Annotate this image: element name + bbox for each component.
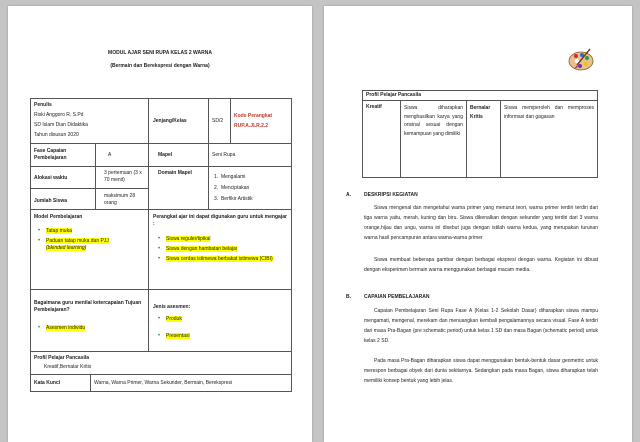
jenjang-label: Jenjang/Kelas [153, 118, 187, 124]
module-subtitle: (Bermain dan Berekspresi dengan Warna) [110, 63, 210, 69]
perangkat-item-3: • Siswa cerdas istimewa berbakat istimewa (CIBI) [158, 256, 288, 263]
jumlah-label: Jumlah Siswa [34, 198, 68, 204]
domain-item-1: 1. Mengalami [214, 174, 246, 180]
penulis-name: Riski Anggoro R, S.Pd [34, 112, 84, 118]
section-b-letter: B. [346, 294, 351, 300]
alokasi-label: Alokasi waktu [34, 175, 68, 181]
perangkat-list [158, 236, 288, 266]
penulis-label: Penulis [34, 102, 52, 108]
section-b-paragraph-1: Capaian Pembelajaran Seni Rupa Fase A (Kelas 1-2 Sekolah Dasar) diharapkan siswa mampu mengamati, mengenal, merekam dan menuangkan kembali pengalamannya secara visual. Fase A terdiri dari masa Pra-Bagan (pre schematic period) untuk kelas 1 SD dan masa Bagan (schematic period) untuk kelas 2 SD. [364, 308, 598, 344]
document-page-right [324, 6, 632, 442]
jenis-label: Jenis asesmen: [153, 304, 191, 310]
bagaimana-list [38, 325, 144, 335]
paint-palette-logo [568, 46, 596, 74]
module-title: MODUL AJAR SENI RUPA KELAS 2 WARNA [108, 50, 212, 56]
jenis-list [158, 316, 288, 343]
document-page-left [8, 6, 312, 442]
perangkat-item-2: • Siswa dengan hambatan belajar [158, 246, 288, 253]
perangkat-label: Perangkat ajar ini dapat digunakan guru untuk mengajar : [153, 214, 287, 227]
profil-title: Profil Pelajar Pancasila [366, 92, 422, 98]
profil-label: Profil Pelajar Pancasila [34, 355, 90, 361]
perangkat-item-1: • Siswa reguler/tipikal [158, 236, 288, 243]
kreatif-label: Kreatif [366, 104, 382, 110]
model-item-1: • Tatap muka [38, 228, 144, 235]
bagaimana-label: Bagaimana guru menilai ketercapaian Tujuan Pembelajaran? [34, 300, 142, 313]
mapel-label: Mapel [158, 152, 173, 158]
jenjang-value: SD/2 [212, 118, 224, 124]
kata-kunci-value: Warna, Warna Primer, Warna Sekunder, Bermain, Berekspresi [94, 380, 233, 386]
profil-value: Kreatif,Bernalar Kritis [44, 364, 92, 370]
section-b-title: CAPAIAN PEMBELAJARAN [364, 294, 430, 300]
domain-item-3: 3. Berfikir Artistik [214, 196, 253, 202]
jumlah-value: maksimum 28 orang [104, 193, 136, 206]
jenis-item-2: • Presentasi [158, 333, 288, 340]
bagaimana-item-1: • Asesmen individu [38, 325, 144, 332]
fase-value: A [108, 152, 112, 158]
model-label: Model Pembelajaran [34, 214, 83, 220]
kode-label: Kode Perangkat [234, 113, 273, 119]
bernalar-text: Siswa memperoleh dan memproses informasi dan gagasan [504, 105, 594, 120]
jenis-item-1: • Produk [158, 316, 288, 323]
kata-kunci-label: Kata Kunci [34, 380, 61, 386]
domain-item-2: 2. Menciptakan [214, 185, 250, 191]
section-b-paragraph-2: Pada masa Pra-Bagan diharapkan siswa dapat menggunakan bentuk-bentuk dasar geometric untuk merespon berbagai obyek dari dunia sekitarnya. Sedangkan pada masa Bagan, siswa diharapkan telah memiliki konsep bentuk yang lebih jelas. [364, 358, 598, 384]
penulis-year: Tahun disusun 2020 [34, 132, 79, 138]
section-a-paragraph-2: Siswa membuat beberapa gambar dengan berbagai ekspresi dengan warna. Kegiatan ini dibuat dengan eksperimen bermain warna menggunakan berbagai macam media. [364, 257, 598, 273]
model-item-2: • Paduan tatap muka dan PJJ (blended learning) [38, 238, 144, 251]
bernalar-label: Bernalar Kritis [470, 105, 491, 120]
kode-value: RUP.A.JLR.2.2 [234, 123, 269, 129]
section-a-letter: A. [346, 192, 351, 198]
alokasi-value: 3 pertemuan (3 x 70 menit) [104, 170, 142, 183]
penulis-school: SD Islam Dian Didaktika [34, 122, 88, 128]
model-list [38, 228, 144, 255]
mapel-value: Seni Rupa [212, 152, 236, 158]
fase-label: Fase Capaian Pembelajaran [34, 148, 67, 161]
kreatif-text: Siswa diharapkan menghasilkan karya yang orisinal sesuai dengan kemampuan yang dimiliki [404, 105, 463, 137]
section-a-paragraph-1: Siswa mengenal dan mengetahui warna primer yang menurut teori, warna primer terdiri terdiri dari tiga warna yaitu, merah, kuning dan biru. Siswa dikenalkan dengan sekunder yang terdiri dari 3 warna orange,hijau dan ungu, warna ini disebut juga dengan istilah warna kedua, yang merupakan turunan warna hasil pencampuran antara warna-warna primer [364, 205, 598, 241]
domain-label: Domain Mapel [158, 170, 192, 176]
section-a-title: DESKRIPSI KEGIATAN [364, 192, 418, 198]
